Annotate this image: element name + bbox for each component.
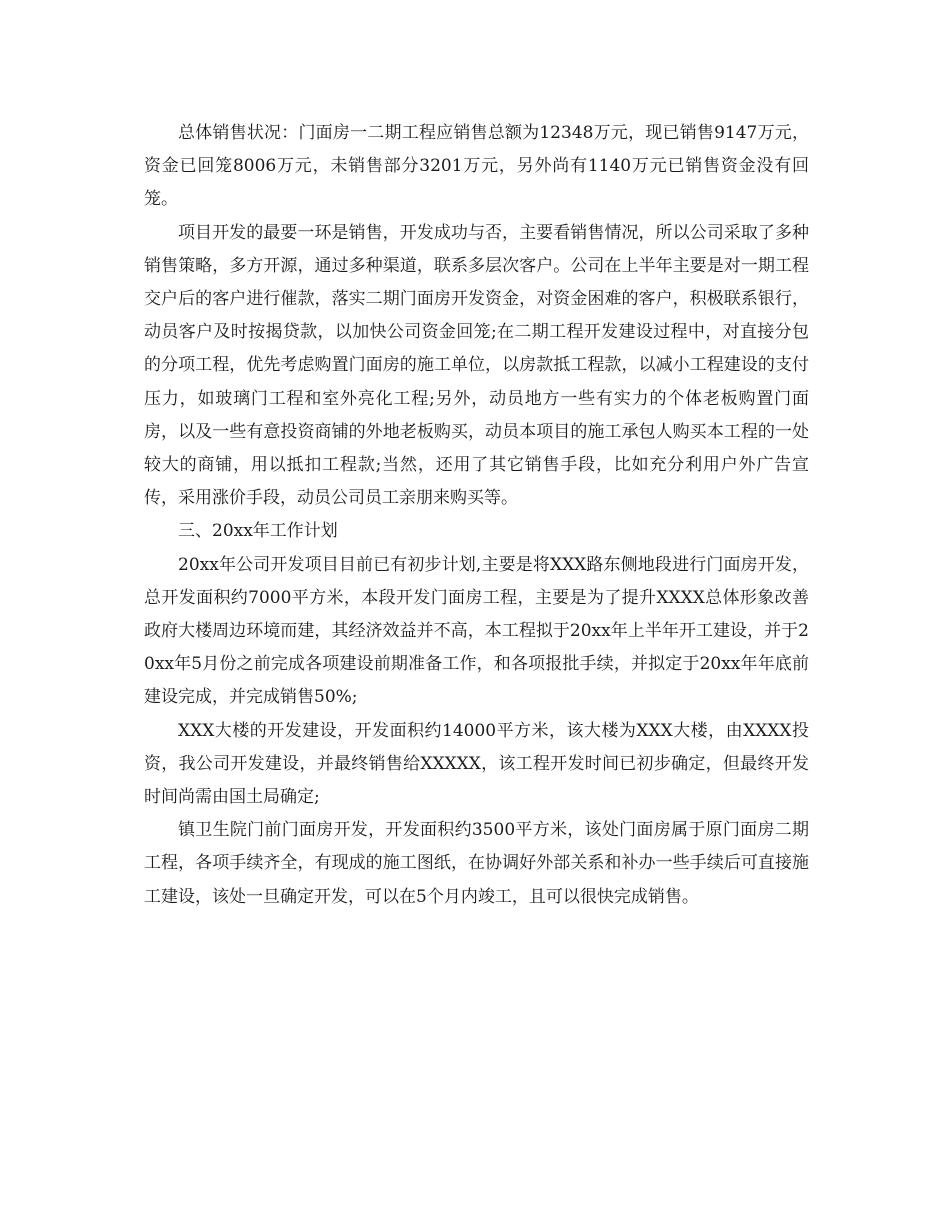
- paragraph-sales-strategy: 项目开发的最要一环是销售，开发成功与否，主要看销售情况，所以公司采取了多种销售策略，多方开源，通过多种渠道，联系多层次客户。公司在上半年主要是对一期工程交户后的客户进行催款，落实二期门面房开发资金，对资金困难的客户，积极联系银行，动员客户及时按揭贷款，以加快公司资金回笼;在二期工程开发建设过程中，对直接分包的分项工程，优先考虑购置门面房的施工单位，以房款抵工程款，以减小工程建设的支付压力，如玻璃门工程和室外亮化工程;另外，动员地方一些有实力的个体老板购置门面房，以及一些有意投资商铺的外地老板购买，动员本项目的施工承包人购买本工程的一处较大的商铺，用以抵扣工程款;当然，还用了其它销售手段，比如充分利用户外广告宣传，采用涨价手段，动员公司员工亲朋来购买等。: [144, 222, 809, 509]
- document-body: [144, 117, 809, 914]
- section-heading-work-plan: 三、20xx年工作计划: [178, 521, 338, 542]
- paragraph-plan-building: XXX大楼的开发建设，开发面积约14000平方米，该大楼为XXX大楼，由XXXX投资，我公司开发建设，并最终销售给XXXXX，该工程开发时间已初步确定，但最终开发时间尚需由国土局确定;: [144, 720, 809, 808]
- paragraph-plan-storefront: 20xx年公司开发项目目前已有初步计划,主要是将XXX路东侧地段进行门面房开发，总开发面积约7000平方米，本段开发门面房工程，主要是为了提升XXXX总体形象改善政府大楼周边环境而建，其经济效益并不高，本工程拟于20xx年上半年开工建设，并于20xx年5月份之前完成各项建设前期准备工作，和各项报批手续，并拟定于20xx年年底前建设完成，并完成销售50%;: [144, 554, 809, 708]
- paragraph-sales-overview: 总体销售状况：门面房一二期工程应销售总额为12348万元，现已销售9147万元，资金已回笼8006万元，未销售部分3201万元，另外尚有1140万元已销售资金没有回笼。: [144, 123, 809, 210]
- paragraph-plan-clinic: 镇卫生院门前门面房开发，开发面积约3500平方米，该处门面房属于原门面房二期工程，各项手续齐全，有现成的施工图纸，在协调好外部关系和补办一些手续后可直接施工建设，该处一旦确定开发，可以在5个月内竣工，且可以很快完成销售。: [144, 820, 809, 907]
